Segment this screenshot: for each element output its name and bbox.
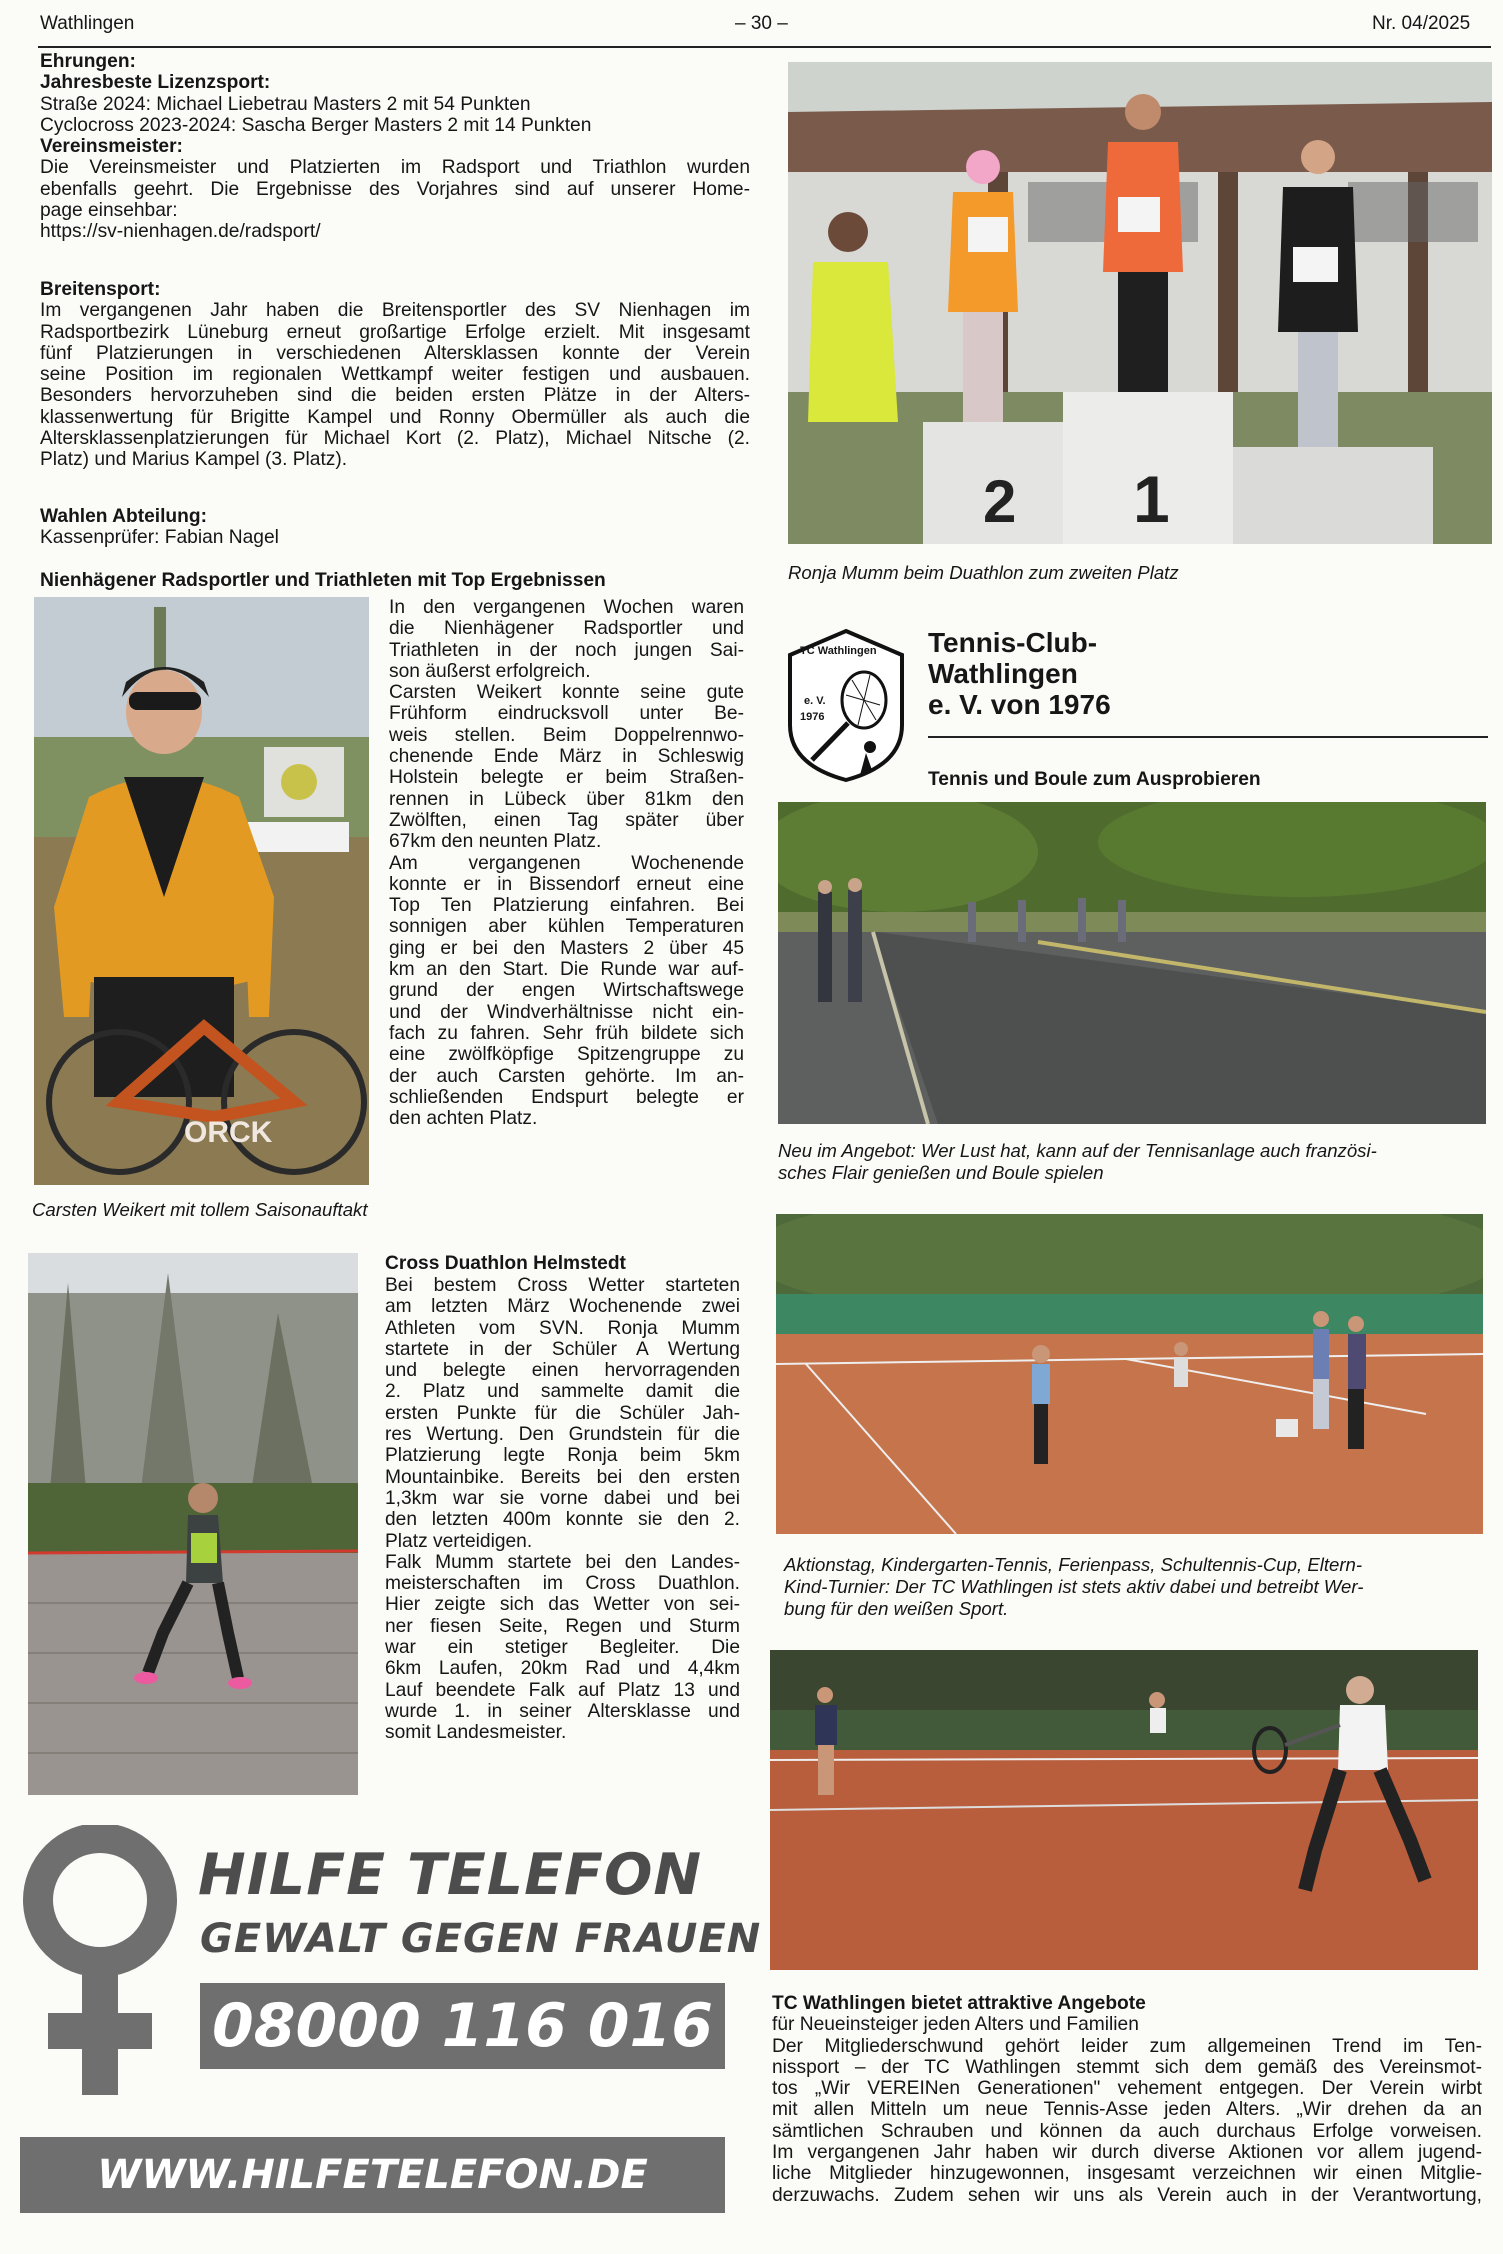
article-line: meisterschaften im Cross Duathlon.: [385, 1573, 740, 1595]
header-town: Wathlingen: [40, 13, 135, 34]
article-line: Frühform eindrucksvoll unter Be-: [389, 703, 744, 725]
wahlen-section: [40, 506, 750, 549]
article-line: schließenden Endspurt belegte er: [389, 1086, 744, 1108]
breitensport-line: Besonders hervorzuheben sind die beiden ersten Plätze in der Alters-: [40, 385, 750, 407]
club-name-line: e. V. von 1976: [928, 689, 1111, 720]
honors-text-line: ebenfalls geehrt. Die Ergebnisse des Vorjahres sind auf unserer Home-: [40, 178, 750, 200]
honors-line: Straße 2024: Michael Liebetrau Masters 2 mit 54 Punkten: [40, 93, 531, 115]
article-line: Im vergangenen Jahr haben wir durch diverse Aktionen vor allem jugend-: [772, 2142, 1482, 2164]
breitensport-line: Altersklassenplatzierungen für Michael Kort (2. Platz), Michael Nitsche (2.: [40, 428, 750, 450]
tc-article-title: TC Wathlingen bietet attraktive Angebote: [772, 1993, 1146, 2014]
article-line: nissport – der TC Wathlingen stemmt sich dem gemäß des Vereinsmot-: [772, 2056, 1482, 2078]
breitensport-line: seine Position im regionalen Wettkampf weiter festigen und ausbauen.: [40, 364, 750, 386]
article-line: war ein stetiger Begleiter. Die: [385, 1637, 740, 1659]
duathlon-article-body: [385, 1275, 740, 1744]
article-line: 67km den neunten Platz.: [389, 831, 602, 853]
article-line: der auch Carsten gehörte. Im an-: [389, 1065, 744, 1087]
article-line: die Nienhägener Radsportler und: [389, 618, 744, 640]
kids-tennis-caption: [784, 1554, 1484, 1620]
article-line: rennen in Lübeck über 81km den: [389, 788, 744, 810]
article-line: Bei bestem Cross Wetter starteten: [385, 1275, 740, 1296]
logo-ev: e. V.: [804, 695, 826, 707]
tc-article-subtitle: für Neueinsteiger jeden Alters und Familien: [772, 2014, 1139, 2036]
article-line: Am vergangenen Wochenende: [389, 852, 744, 874]
honors-text-line: page einsehbar:: [40, 200, 178, 222]
honors-section: [40, 51, 750, 243]
article-line: Der Mitgliederschwund gehört leider zum allgemeinen Trend im Ten-: [772, 2035, 1482, 2057]
helpline-url[interactable]: WWW.HILFETELEFON.DE: [97, 2152, 648, 2198]
article-line: ersten Punkte für die Schüler Jah-: [385, 1402, 740, 1424]
bike-brand-text: ORCK: [184, 1116, 273, 1149]
tc-wathlingen-logo: [782, 625, 910, 785]
radsport-article-body: [389, 597, 744, 1129]
article-line: derzuwachs. Zudem sehen wir uns als Verein auch in der Verantwortung,: [772, 2184, 1482, 2206]
article-line: Holstein belegte er beim Straßen-: [389, 767, 744, 789]
page-number: – 30 –: [735, 13, 788, 34]
article-line: ging er bei den Masters 2 über 45: [389, 937, 744, 959]
article-line: chenende Ende März in Schleswig: [389, 746, 744, 768]
senior-tennis-photo: [770, 1650, 1478, 1970]
caption-line: Kind-Turnier: Der TC Wathlingen ist stets aktiv dabei und betreibt Wer-: [784, 1576, 1364, 1597]
article-line: weis stellen. Beim Doppelrennwo-: [389, 724, 744, 746]
caption-line: Aktionstag, Kindergarten-Tennis, Ferienpass, Schultennis-Cup, Eltern-: [784, 1554, 1363, 1575]
article-line: startete in der Schüler A Wertung: [385, 1338, 740, 1360]
tennis-subheading: Tennis und Boule zum Ausprobieren: [928, 769, 1261, 790]
breitensport-line: Platz) und Marius Kampel (3. Platz).: [40, 449, 348, 471]
article-line: Triathleten in der noch jungen Sai-: [389, 639, 744, 661]
honors-subheading: Jahresbeste Lizenzsport:: [40, 72, 271, 94]
club-heading-rule: [928, 736, 1488, 738]
article-line: Platzierung legte Ronja beim 5km: [385, 1445, 740, 1467]
honors-text-line: Die Vereinsmeister und Platzierten im Radsport und Triathlon wurden: [40, 157, 750, 179]
boule-court-photo: [778, 802, 1486, 1124]
article-line: und belegte einen hervorragenden: [385, 1360, 740, 1382]
cyclist-caption: Carsten Weikert mit tollem Saisonauftakt: [32, 1199, 368, 1220]
runner-photo: [28, 1253, 358, 1795]
honors-heading: Ehrungen:: [40, 51, 136, 72]
breitensport-line: fünf Platzierungen in verschiedenen Altersklassen konnte der Verein: [40, 342, 750, 364]
issue-number: Nr. 04/2025: [1372, 13, 1471, 34]
club-name-heading: [928, 627, 1111, 720]
article-line: Hier zeigte sich das Wetter von sei-: [385, 1594, 740, 1616]
article-line: den achten Platz.: [389, 1108, 538, 1130]
caption-line: Neu im Angebot: Wer Lust hat, kann auf der Tennisanlage auch französi-: [778, 1140, 1377, 1161]
breitensport-line: Radsportbezirk Lüneburg erneut großartige Erfolge erzielt. Mit insgesamt: [40, 321, 750, 343]
article-line: res Wertung. Den Grundstein für die: [385, 1424, 740, 1446]
podium-number-2: 2: [983, 468, 1017, 535]
club-name-line: Tennis-Club-: [928, 627, 1098, 658]
breitensport-line: Im vergangenen Jahr haben die Breitensportler des SV Nienhagen im: [40, 300, 750, 322]
honors-link[interactable]: https://sv-nienhagen.de/radsport/: [40, 221, 321, 243]
caption-line: sches Flair genießen und Boule spielen: [778, 1162, 1104, 1183]
wahlen-text: Kassenprüfer: Fabian Nagel: [40, 527, 279, 549]
article-line: Platz verteidigen.: [385, 1530, 533, 1552]
article-line: Athleten vom SVN. Ronja Mumm: [385, 1317, 740, 1339]
helpline-title: HILFE TELEFON: [198, 1842, 703, 1908]
article-line: km an den Start. Die Runde war auf-: [389, 959, 744, 981]
article-line: somit Landesmeister.: [385, 1722, 567, 1744]
breitensport-heading: Breitensport:: [40, 279, 161, 300]
article-line: eine zwölfköpfige Spitzengruppe zu: [389, 1044, 744, 1066]
breitensport-line: klassenwertung für Brigitte Kampel und Ronny Obermüller als auch die: [40, 406, 750, 428]
radsport-article-title: Nienhägener Radsportler und Triathleten mit Top Ergebnissen: [40, 570, 606, 591]
article-line: fach zu fahren. Sehr früh bildete sich: [389, 1022, 744, 1044]
article-line: son äußerst erfolgreich.: [389, 660, 591, 682]
helpline-phone-box: [200, 1983, 725, 2069]
article-line: sämtlichen Schrauben und können da auch durchaus Erfolge vorweisen.: [772, 2120, 1482, 2142]
honors-line: Cyclocross 2023-2024: Sascha Berger Masters 2 mit 14 Punkten: [40, 114, 592, 136]
article-line: sonnigen aber kühlen Temperaturen: [389, 916, 744, 938]
article-line: Falk Mumm startete bei den Landes-: [385, 1551, 740, 1573]
podium-photo: [788, 62, 1492, 544]
boule-caption: [778, 1140, 1490, 1184]
podium-caption: Ronja Mumm beim Duathlon zum zweiten Platz: [788, 562, 1179, 583]
tc-article: [772, 1993, 1482, 2206]
cyclist-photo: [34, 597, 369, 1185]
kids-tennis-photo: [776, 1214, 1483, 1534]
caption-line: bung für den weißen Sport.: [784, 1598, 1009, 1619]
article-line: wurde 1. in seiner Altersklasse und: [385, 1700, 740, 1722]
article-line: ner fiesen Seite, Regen und Sturm: [385, 1615, 740, 1637]
helpline-advertisement: [20, 1825, 762, 2240]
header-rule: [38, 46, 1491, 48]
article-line: Mountainbike. Bereits bei den ersten: [385, 1466, 740, 1488]
logo-club-name: TC Wathlingen: [800, 645, 877, 657]
female-symbol-icon: [20, 1825, 190, 2125]
helpline-phone-number[interactable]: 08000 116 016: [211, 1991, 713, 2061]
logo-year: 1976: [800, 711, 825, 723]
helpline-subtitle: GEWALT GEGEN FRAUEN: [200, 1916, 762, 1962]
article-line: grund der engen Wirtschaftswege: [389, 980, 744, 1002]
article-line: am letzten März Wochenende zwei: [385, 1296, 740, 1318]
article-line: den letzten 400m konnte sie den 2.: [385, 1509, 740, 1531]
article-line: 2. Platz und sammelte damit die: [385, 1381, 740, 1403]
club-champions-heading: Vereinsmeister:: [40, 136, 183, 158]
breitensport-section: [40, 279, 750, 471]
article-line: Zwölften, einen Tag später über: [389, 809, 744, 831]
article-line: In den vergangenen Wochen waren: [389, 597, 744, 618]
article-line: und der Windverhältnisse nicht ein-: [389, 1001, 744, 1023]
article-line: Top Ten Platzierung einfahren. Bei: [389, 895, 744, 917]
article-line: konnte er in Bissendorf erneut eine: [389, 873, 744, 895]
article-line: tos „Wir VEREINen Generationen" vehement entgegen. Der Verein wirbt: [772, 2078, 1482, 2100]
article-line: 6km Laufen, 20km Rad und 4,4km: [385, 1658, 740, 1680]
club-name-line: Wathlingen: [928, 658, 1078, 689]
article-line: 1,3km war sie vorne dabei und bei: [385, 1487, 740, 1509]
article-line: liche Mitglieder hinzugewonnen, insgesamt verzeichnen wir einen Mitglie-: [772, 2163, 1482, 2185]
podium-number-1: 1: [1133, 462, 1170, 536]
article-line: Lauf beendete Falk auf Platz 13 und: [385, 1679, 740, 1701]
article-line: mit allen Mitteln um neue Tennis-Asse jeden Alters. „Wir drehen da an: [772, 2099, 1482, 2121]
duathlon-article-title: Cross Duathlon Helmstedt: [385, 1253, 626, 1274]
wahlen-heading: Wahlen Abteilung:: [40, 506, 207, 527]
helpline-url-box: [20, 2137, 725, 2213]
article-line: Carsten Weikert konnte seine gute: [389, 682, 744, 704]
